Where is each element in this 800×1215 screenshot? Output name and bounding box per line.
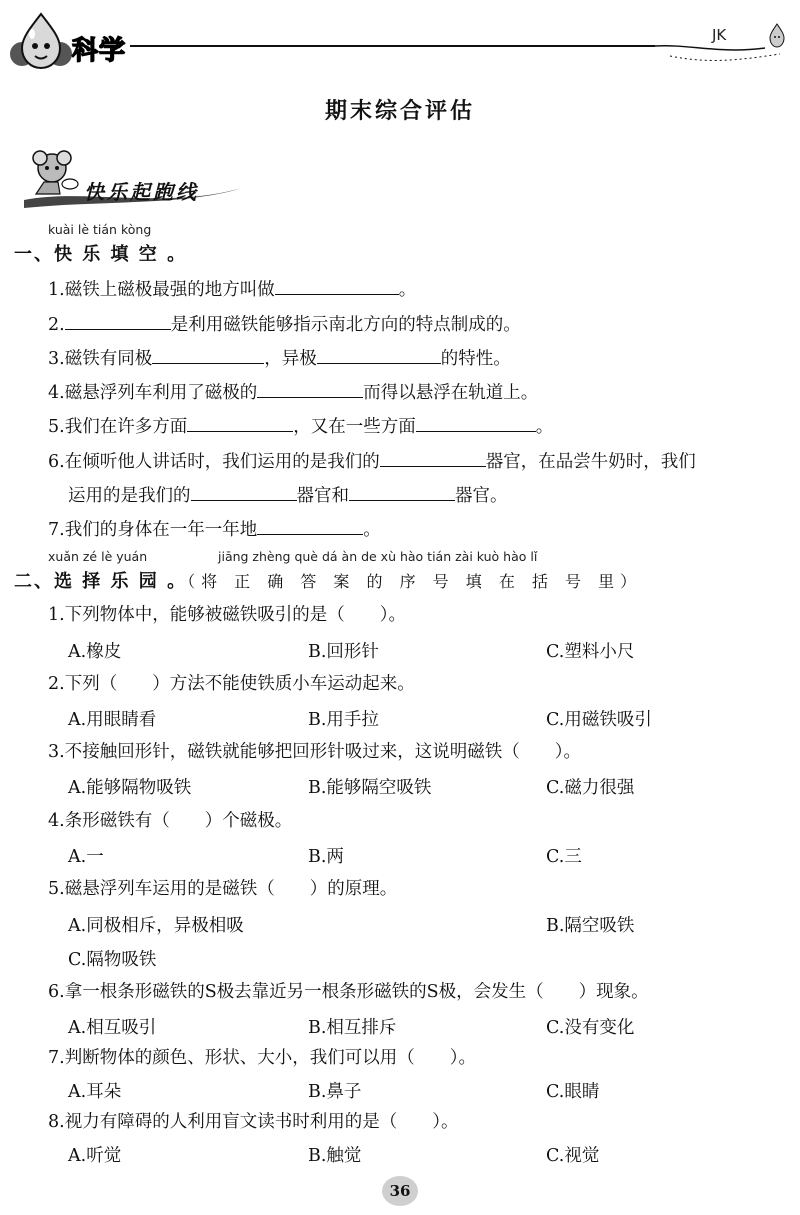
option-c[interactable]: C.视觉 xyxy=(546,1146,600,1166)
mascot-drop-icon xyxy=(8,10,74,72)
option-a[interactable]: A.同极相斥，异极相吸 xyxy=(68,916,244,936)
subject-label: 科学 xyxy=(72,36,127,66)
option-c[interactable]: C.三 xyxy=(546,847,582,867)
page-header xyxy=(0,0,800,80)
answer-blank[interactable] xyxy=(416,413,536,432)
option-c[interactable]: C.磁力很强 xyxy=(546,778,635,798)
section1-pinyin: kuài lè tián kòng xyxy=(48,222,152,237)
option-a[interactable]: A.相互吸引 xyxy=(68,1018,157,1038)
choice-question-7: 7.判断物体的颜色、形状、大小，我们可以用（ ）。 xyxy=(48,1048,476,1068)
answer-blank[interactable] xyxy=(152,345,264,364)
page-number: 36 xyxy=(382,1176,418,1206)
banner-text: 快乐起跑线 xyxy=(84,180,199,204)
edition-label: JK xyxy=(712,26,727,44)
fill-question-2: 2. 是利用磁铁能够指示南北方向的特点制成的。 xyxy=(48,311,521,337)
option-a[interactable]: A.用眼睛看 xyxy=(68,710,157,730)
choice-question-8: 8.视力有障碍的人利用盲文读书时利用的是（ ）。 xyxy=(48,1112,459,1132)
fill-question-6-continued: 运用的是我们的 器官和 器官。 xyxy=(68,482,508,508)
choice-question-6: 6.拿一根条形磁铁的S极去靠近另一根条形磁铁的S极，会发生（ ）现象。 xyxy=(48,982,649,1002)
fill-question-3: 3.磁铁有同极 ，异极 的特性。 xyxy=(48,345,511,371)
fill-question-7: 7.我们的身体在一年一年地 。 xyxy=(48,516,381,542)
choice-question-3: 3.不接触回形针，磁铁就能够把回形针吸过来，这说明磁铁（ ）。 xyxy=(48,742,581,762)
answer-blank[interactable] xyxy=(349,482,455,501)
option-b[interactable]: B.回形针 xyxy=(308,642,379,662)
answer-blank[interactable] xyxy=(257,516,363,535)
option-b[interactable]: B.两 xyxy=(308,847,344,867)
choice-question-4: 4.条形磁铁有（ ）个磁极。 xyxy=(48,811,293,831)
option-a[interactable]: A.一 xyxy=(68,847,104,867)
option-c[interactable]: C.用磁铁吸引 xyxy=(546,710,652,730)
option-c[interactable]: C.隔物吸铁 xyxy=(68,950,157,970)
fill-question-6: 6.在倾听他人讲话时，我们运用的是我们的 器官，在品尝牛奶时，我们 xyxy=(48,448,696,474)
option-b[interactable]: B.相互排斥 xyxy=(308,1018,397,1038)
fill-question-5: 5.我们在许多方面 ，又在一些方面 。 xyxy=(48,413,553,439)
option-a[interactable]: A.橡皮 xyxy=(68,642,122,662)
answer-blank[interactable] xyxy=(191,482,297,501)
option-b[interactable]: B.隔空吸铁 xyxy=(546,916,635,936)
page-title: 期末综合评估 xyxy=(324,99,475,124)
choice-question-1: 1.下列物体中，能够被磁铁吸引的是（ ）。 xyxy=(48,605,406,625)
answer-blank[interactable] xyxy=(65,311,171,330)
choice-question-5: 5.磁悬浮列车运用的是磁铁（ ）的原理。 xyxy=(48,879,398,899)
small-mascot-icon xyxy=(766,22,788,50)
option-a[interactable]: A.能够隔物吸铁 xyxy=(68,778,192,798)
header-rule xyxy=(130,40,800,70)
answer-blank[interactable] xyxy=(275,276,399,295)
section2-pinyin-right: jiāng zhèng què dá àn de xù hào tián zài kuò hào lǐ xyxy=(218,549,538,564)
answer-blank[interactable] xyxy=(187,413,293,432)
option-c[interactable]: C.没有变化 xyxy=(546,1018,635,1038)
choice-question-2: 2.下列（ ）方法不能使铁质小车运动起来。 xyxy=(48,674,415,694)
answer-blank[interactable] xyxy=(317,345,441,364)
option-a[interactable]: A.听觉 xyxy=(68,1146,122,1166)
fill-question-1: 1.磁铁上磁极最强的地方叫做 。 xyxy=(48,276,416,302)
section1-heading: 一、快 乐 填 空 。 xyxy=(14,244,188,265)
section2-instruction: （将 正 确 答 案 的 序 号 填 在 括 号 里） xyxy=(187,572,643,591)
answer-blank[interactable] xyxy=(380,448,486,467)
option-c[interactable]: C.塑料小尺 xyxy=(546,642,635,662)
section2-pinyin-left: xuǎn zé lè yuán xyxy=(48,549,148,564)
option-b[interactable]: B.能够隔空吸铁 xyxy=(308,778,432,798)
option-b[interactable]: B.用手拉 xyxy=(308,710,379,730)
fill-question-4: 4.磁悬浮列车利用了磁极的 而得以悬浮在轨道上。 xyxy=(48,379,538,405)
option-b[interactable]: B.鼻子 xyxy=(308,1082,362,1102)
answer-blank[interactable] xyxy=(257,379,363,398)
option-c[interactable]: C.眼睛 xyxy=(546,1082,600,1102)
option-b[interactable]: B.触觉 xyxy=(308,1146,362,1166)
section2-heading: 二、选 择 乐 园 。（将 正 确 答 案 的 序 号 填 在 括 号 里） xyxy=(14,571,643,592)
option-a[interactable]: A.耳朵 xyxy=(68,1082,122,1102)
